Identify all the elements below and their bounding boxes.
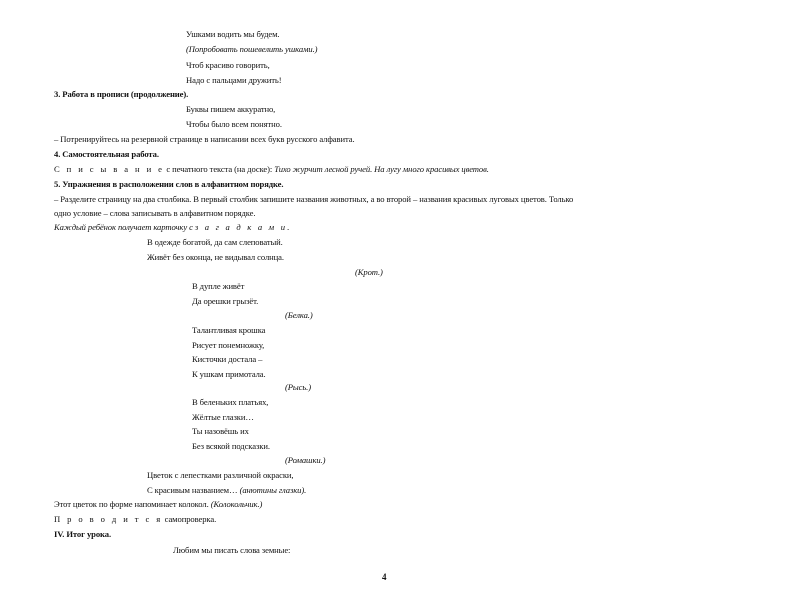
riddle-line: Цветок с лепестками различной окраски, xyxy=(147,470,294,480)
riddle-line: В одежде богатой, да сам слеповатый. xyxy=(147,237,283,247)
riddle-line: Живёт без оконца, не видывал солнца. xyxy=(147,252,284,262)
section-heading: 5. Упражнения в расположении слов в алфавитном порядке. xyxy=(54,179,284,189)
riddle-answer: (Белка.) xyxy=(285,310,313,320)
italic-text: Тихо журчит лесной ручей. На лугу много красивых цветов. xyxy=(274,164,489,174)
spaced-text: С п и с ы в а н и е xyxy=(54,164,165,174)
section-heading: 4. Самостоятельная работа. xyxy=(54,149,159,159)
riddle-answer: (Колокольчик.) xyxy=(210,499,263,509)
riddle-line: Талантливая крошка xyxy=(192,325,266,335)
poem-line: Чтобы было всем понятно. xyxy=(186,119,282,129)
poem-instruction: (Попробовать пошевелить ушками.) xyxy=(186,44,318,54)
paragraph xyxy=(54,499,262,510)
riddle-line: Да орешки грызёт. xyxy=(192,296,259,306)
riddle-line: Без всякой подсказки. xyxy=(192,441,270,451)
riddle-line: Рисует понемножку, xyxy=(192,340,265,350)
paragraph: – Потренируйтесь на резервной странице в написании всех букв русского алфавита. xyxy=(54,134,355,144)
riddle-answer: (Крот.) xyxy=(355,267,383,277)
text-run: с печатного текста (на доске): xyxy=(164,164,275,174)
poem-line: Ушками водить мы будем. xyxy=(186,29,280,39)
paragraph xyxy=(54,514,216,525)
paragraph: – Разделите страницу на два столбика. В первый столбик запишите названия животных, а во второй – названия красивых луговых цветов. Только xyxy=(54,194,574,204)
paragraph: одно условие – слова записывать в алфавитном порядке. xyxy=(54,208,256,218)
section-heading: IV. Итог урока. xyxy=(54,529,112,539)
spaced-text: П р о в о д и т с я xyxy=(54,514,163,524)
riddle-line: В дупле живёт xyxy=(192,281,245,291)
poem-line: Буквы пишем аккуратно, xyxy=(186,104,276,114)
riddle-line: Кисточки достала – xyxy=(192,354,263,364)
text-run: Этот цветок по форме напоминает колокол. xyxy=(54,499,211,509)
text-run: самопроверка. xyxy=(162,514,217,524)
text-run: С красивым названием… xyxy=(147,485,240,495)
section-heading: 3. Работа в прописи (продолжение). xyxy=(54,89,189,99)
riddle-answer: (Ромашки.) xyxy=(285,455,326,465)
italic-text: Каждый ребёнок получает карточку с xyxy=(54,222,195,232)
riddle-line: Жёлтые глазки… xyxy=(192,412,254,422)
paragraph: Любим мы писать слова земные: xyxy=(173,545,291,555)
paragraph xyxy=(54,222,289,233)
paragraph xyxy=(54,164,489,175)
poem-line: Чтоб красиво говорить, xyxy=(186,60,270,70)
page-number: 4 xyxy=(382,572,387,582)
poem-line: Надо с пальцами дружить! xyxy=(186,75,282,85)
riddle-line: Ты назовёшь их xyxy=(192,426,249,436)
text-run: . xyxy=(287,222,290,232)
riddle-line: В беленьких платьях, xyxy=(192,397,269,407)
spaced-text: з а г а д к а м и xyxy=(194,222,288,232)
riddle-answer: (анютины глазки). xyxy=(239,485,307,495)
riddle-line xyxy=(147,485,306,496)
riddle-line: К ушкам примотала. xyxy=(192,369,266,379)
riddle-answer: (Рысь.) xyxy=(285,382,311,392)
